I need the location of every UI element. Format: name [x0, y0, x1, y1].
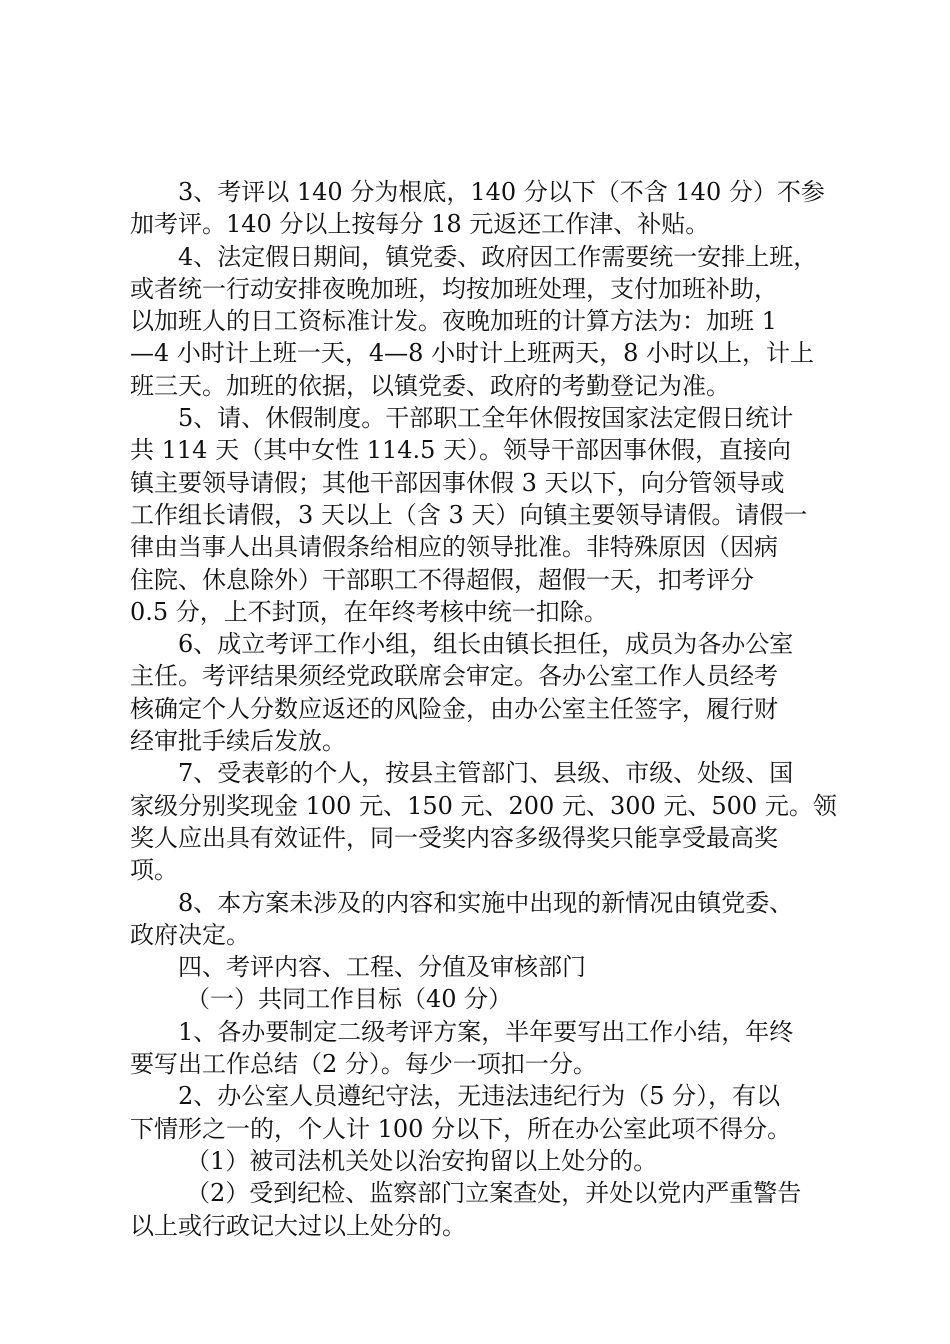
document-line: 共 114 天（其中女性 114.5 天）。领导干部因事休假，直接向 — [130, 436, 792, 465]
document-line: 工作组长请假，3 天以上（含 3 天）向镇主要领导请假。请假一 — [130, 500, 808, 529]
document-line: 6、成立考评工作小组，组长由镇长担任，成员为各办公室 — [178, 630, 794, 659]
document-line: 加考评。140 分以上按每分 18 元返还工作津、补贴。 — [130, 210, 710, 239]
document-line: 以加班人的日工资标准计发。夜晚加班的计算方法为：加班 1 — [130, 307, 777, 336]
document-line: 下情形之一的，个人计 100 分以下，所在办公室此项不得分。 — [130, 1114, 792, 1143]
document-line: 镇主要领导请假；其他干部因事休假 3 天以下，向分管领导或 — [130, 468, 785, 497]
document-line: 住院、休息除外）干部职工不得超假，超假一天，扣考评分 — [130, 565, 754, 594]
document-line: 律由当事人出具请假条给相应的领导批准。非特殊原因（因病 — [130, 533, 778, 562]
document-line: 0.5 分，上不封顶，在年终考核中统一扣除。 — [130, 597, 608, 626]
document-line: 5、请、休假制度。干部职工全年休假按国家法定假日统计 — [178, 404, 794, 433]
document-line: 项。 — [130, 856, 178, 885]
document-line: 主任。考评结果须经党政联席会审定。各办公室工作人员经考 — [130, 662, 778, 691]
document-line: 或者统一行动安排夜晚加班，均按加班处理，支付加班补助， — [130, 274, 778, 303]
document-line: 政府决定。 — [130, 920, 250, 949]
document-line: 经审批手续后发放。 — [130, 727, 346, 756]
document-line: 要写出工作总结（2 分）。每少一项扣一分。 — [130, 1050, 597, 1079]
document-line: 3、考评以 140 分为根底，140 分以下（不含 140 分）不参 — [178, 178, 825, 206]
document-line: 2、办公室人员遵纪守法，无违法违纪行为（5 分），有以 — [178, 1082, 781, 1111]
document-line: 班三天。加班的依据，以镇党委、政府的考勤登记为准。 — [130, 371, 730, 400]
document-line: —4 小时计上班一天，4—8 小时计上班两天，8 小时以上，计上 — [130, 339, 814, 368]
document-line: 4、法定假日期间，镇党委、政府因工作需要统一安排上班， — [178, 242, 818, 271]
document-line: 8、本方案未涉及的内容和实施中出现的新情况由镇党委、 — [178, 888, 794, 917]
document-line: （一）共同工作目标（40 分） — [186, 985, 513, 1014]
document-line: 以上或行政记大过以上处分的。 — [130, 1211, 466, 1240]
document-line: 四、考评内容、工程、分值及审核部门 — [178, 953, 586, 982]
document-line: 1、各办要制定二级考评方案，半年要写出工作小结，年终 — [178, 1017, 794, 1046]
document-line: 7、受表彰的个人，按县主管部门、县级、市级、处级、国 — [178, 759, 794, 788]
document-line: （2）受到纪检、监察部门立案查处，并处以党内严重警告 — [186, 1179, 802, 1208]
document-line: （1）被司法机关处以治安拘留以上处分的。 — [186, 1146, 658, 1175]
document-body — [130, 176, 840, 1242]
document-line: 奖人应出具有效证件，同一受奖内容多级得奖只能享受最高奖 — [130, 823, 778, 852]
document-line: 核确定个人分数应返还的风险金，由办公室主任签字，履行财 — [130, 694, 778, 723]
document-line: 家级分别奖现金 100 元、150 元、200 元、300 元、500 元。领 — [130, 791, 837, 820]
